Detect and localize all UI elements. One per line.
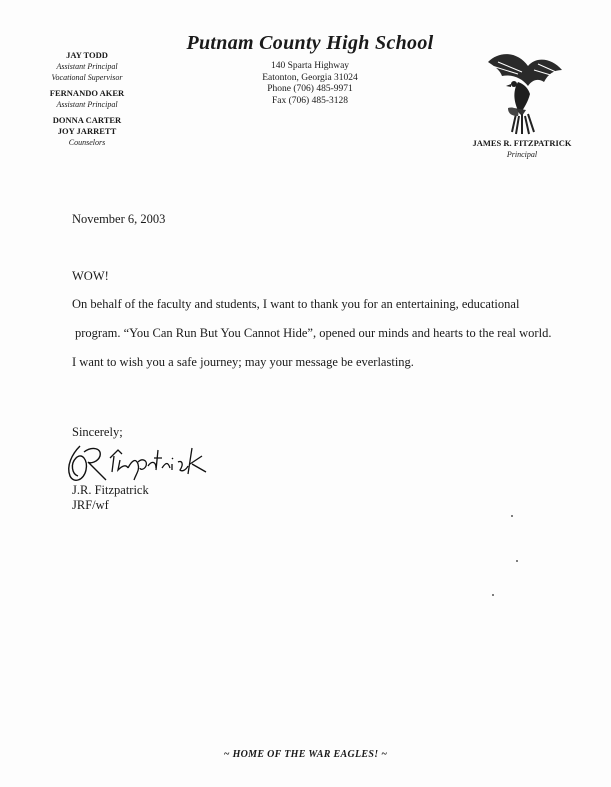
scan-speck bbox=[516, 560, 518, 562]
staff-role: Assistant Principal bbox=[56, 100, 118, 109]
scan-speck bbox=[492, 594, 494, 596]
signer-name: J.R. Fitzpatrick bbox=[72, 483, 149, 497]
school-address bbox=[240, 61, 380, 107]
staff-name: JAY TODD bbox=[66, 50, 108, 60]
staff-list bbox=[28, 50, 146, 153]
address-line: Phone (706) 485-9971 bbox=[267, 84, 353, 94]
typist-initials: JRF/wf bbox=[72, 498, 109, 512]
staff-role: Counselors bbox=[68, 138, 106, 147]
principal-title: Principal bbox=[506, 150, 538, 159]
address-line: Eatonton, Georgia 31024 bbox=[262, 72, 358, 83]
staff-name: DONNA CARTER bbox=[52, 115, 122, 125]
address-line: 140 Sparta Highway bbox=[270, 61, 350, 71]
staff-name: JOY JARRETT bbox=[57, 126, 117, 136]
principal-name: JAMES R. FITZPATRICK bbox=[472, 138, 572, 148]
letter-greeting: WOW! bbox=[72, 269, 109, 283]
staff-role: Vocational Supervisor bbox=[51, 73, 123, 82]
letter-paragraph: program. “You Can Run But You Cannot Hide”, opened our minds and hearts to the real world. bbox=[75, 326, 552, 340]
letter-date: November 6, 2003 bbox=[72, 212, 166, 226]
staff-group bbox=[28, 50, 146, 83]
principal-block bbox=[462, 138, 582, 160]
staff-group bbox=[28, 88, 146, 110]
letter-paragraph: I want to wish you a safe journey; may your message be everlasting. bbox=[72, 355, 414, 369]
letter-paragraph: On behalf of the faculty and students, I want to thank you for an entertaining, educational bbox=[72, 297, 520, 311]
footer-motto: ~ HOME OF THE WAR EAGLES! ~ bbox=[223, 749, 388, 760]
staff-group bbox=[28, 115, 146, 148]
eagle-icon bbox=[478, 48, 566, 136]
address-line: Fax (706) 485-3128 bbox=[272, 95, 348, 106]
staff-name: FERNANDO AKER bbox=[49, 88, 125, 98]
scan-speck bbox=[511, 515, 513, 517]
staff-role: Assistant Principal bbox=[56, 62, 118, 71]
letter-closing: Sincerely; bbox=[72, 425, 123, 439]
school-name: Putnam County High School bbox=[186, 32, 434, 54]
